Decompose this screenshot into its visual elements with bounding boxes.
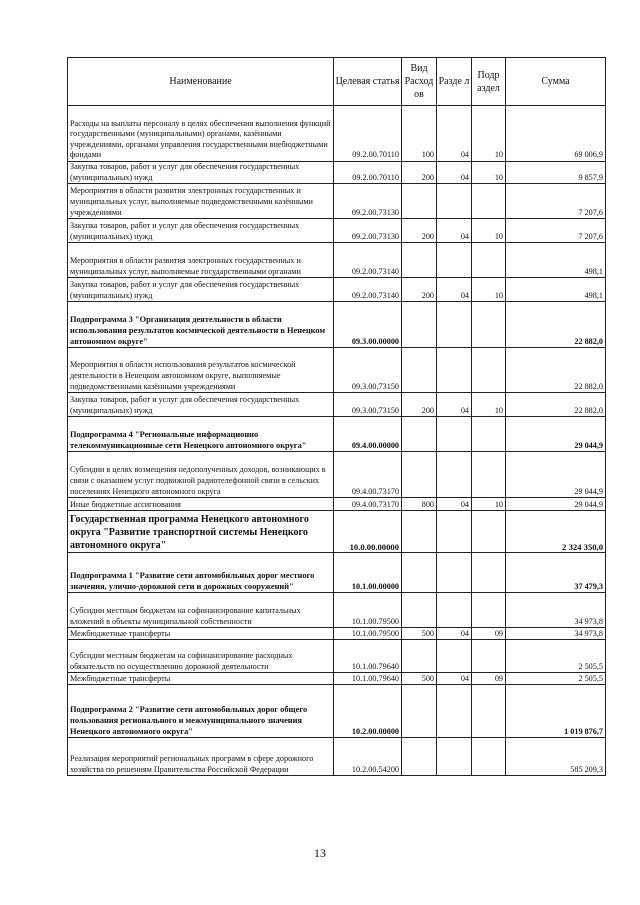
header-sum: Сумма — [506, 58, 606, 106]
page-number: 13 — [314, 846, 326, 860]
row-podrazdel: 10 — [472, 278, 506, 302]
row-name: Мероприятия в области развития электронных государственных и муниципальных услуг, выполняемые подведомственными казёнными учреждениями — [68, 184, 334, 219]
row-target-code: 10.1.00.00000 — [334, 553, 402, 593]
table-row — [68, 393, 606, 417]
row-name: Закупка товаров, работ и услуг для обеспечения государственных (муниципальных) нужд — [68, 219, 334, 243]
row-target-code: 09.3.00.00000 — [334, 302, 402, 348]
row-razdel — [437, 685, 472, 738]
row-vid: 200 — [402, 162, 437, 184]
row-name: Субсидии местным бюджетам на софинансирование расходных обязательств по осуществлению дорожной деятельности — [68, 640, 334, 673]
row-sum: 29 044,9 — [506, 417, 606, 452]
table-row — [68, 553, 606, 593]
row-podrazdel — [472, 640, 506, 673]
row-target-code: 09.2.00.73140 — [334, 278, 402, 302]
row-sum: 7 207,6 — [506, 184, 606, 219]
row-name: Мероприятия в области использования результатов космической деятельности в Ненецком автономном округе, выполняемые подведомственными казёнными учреждениями — [68, 348, 334, 393]
row-vid: 500 — [402, 673, 437, 685]
row-podrazdel — [472, 302, 506, 348]
row-vid: 100 — [402, 106, 437, 162]
row-vid — [402, 511, 437, 553]
row-target-code: 10.1.00.79640 — [334, 673, 402, 685]
row-name: Подпрограмма 1 "Развитие сети автомобильных дорог местного значения, улично-дорожной сети и дорожных сооружений" — [68, 553, 334, 593]
row-target-code: 09.3.00.73150 — [334, 393, 402, 417]
row-razdel: 04 — [437, 162, 472, 184]
row-razdel — [437, 553, 472, 593]
row-target-code: 09.4.00.73170 — [334, 452, 402, 498]
row-target-code: 10.2.00.54200 — [334, 738, 402, 776]
row-podrazdel: 10 — [472, 498, 506, 511]
row-vid — [402, 640, 437, 673]
row-podrazdel — [472, 738, 506, 776]
row-sum: 37 479,3 — [506, 553, 606, 593]
row-razdel: 04 — [437, 628, 472, 640]
row-sum: 498,1 — [506, 278, 606, 302]
row-vid — [402, 738, 437, 776]
budget-table — [67, 57, 606, 776]
table-row — [68, 184, 606, 219]
row-podrazdel: 09 — [472, 628, 506, 640]
row-name: Мероприятия в области развития электронных государственных и муниципальных услуг, выполняемые государственными органами — [68, 243, 334, 278]
table-row — [68, 452, 606, 498]
table-row — [68, 162, 606, 184]
row-vid — [402, 302, 437, 348]
table-body — [68, 106, 606, 776]
row-sum: 34 973,8 — [506, 628, 606, 640]
row-vid: 200 — [402, 278, 437, 302]
row-name: Подпрограмма 4 "Региональные информационно телекоммуникационные сети Ненецкого автономного округа" — [68, 417, 334, 452]
row-razdel — [437, 738, 472, 776]
row-sum: 1 019 876,7 — [506, 685, 606, 738]
table-row — [68, 243, 606, 278]
row-razdel — [437, 452, 472, 498]
row-podrazdel: 09 — [472, 673, 506, 685]
row-razdel: 04 — [437, 219, 472, 243]
table-row — [68, 348, 606, 393]
row-podrazdel — [472, 685, 506, 738]
table-row — [68, 628, 606, 640]
row-vid — [402, 553, 437, 593]
row-target-code: 10.0.00.00000 — [334, 511, 402, 553]
row-name: Расходы на выплаты персоналу в целях обеспечения выполнения функций государственными (муниципальными) органами, казёнными учреждениями, органами управления государственными внебюджетными фондами — [68, 106, 334, 162]
row-razdel: 04 — [437, 106, 472, 162]
row-razdel — [437, 184, 472, 219]
header-vid: Вид Расход ов — [402, 58, 437, 106]
row-target-code: 09.2.00.73130 — [334, 219, 402, 243]
header-podrazdel: Подр аздел — [472, 58, 506, 106]
table-row — [68, 685, 606, 738]
row-vid — [402, 452, 437, 498]
header-name: Наименование — [68, 58, 334, 106]
row-podrazdel — [472, 452, 506, 498]
row-podrazdel — [472, 593, 506, 628]
row-sum: 498,1 — [506, 243, 606, 278]
row-target-code: 09.4.00.73170 — [334, 498, 402, 511]
row-sum: 22 882,0 — [506, 348, 606, 393]
row-podrazdel — [472, 184, 506, 219]
table-row — [68, 278, 606, 302]
row-name: Субсидии местным бюджетам на софинансирование капитальных вложений в объекты муниципальной собственности — [68, 593, 334, 628]
row-vid — [402, 417, 437, 452]
row-podrazdel: 10 — [472, 219, 506, 243]
table-row — [68, 738, 606, 776]
row-vid — [402, 243, 437, 278]
row-vid: 500 — [402, 628, 437, 640]
table-row — [68, 219, 606, 243]
table-header-row — [68, 58, 606, 106]
table-row — [68, 498, 606, 511]
row-podrazdel — [472, 553, 506, 593]
row-name: Закупка товаров, работ и услуг для обеспечения государственных (муниципальных) нужд — [68, 393, 334, 417]
row-target-code: 09.2.00.73130 — [334, 184, 402, 219]
row-target-code: 10.1.00.79500 — [334, 593, 402, 628]
row-name: Иные бюджетные ассигнования — [68, 498, 334, 511]
row-name: Закупка товаров, работ и услуг для обеспечения государственных (муниципальных) нужд — [68, 162, 334, 184]
table-row — [68, 417, 606, 452]
row-sum: 2 505,5 — [506, 673, 606, 685]
table-row — [68, 302, 606, 348]
row-podrazdel — [472, 417, 506, 452]
row-target-code: 09.2.00.70110 — [334, 106, 402, 162]
row-razdel — [437, 302, 472, 348]
row-podrazdel: 10 — [472, 393, 506, 417]
row-vid — [402, 593, 437, 628]
row-razdel: 04 — [437, 278, 472, 302]
row-sum: 2 324 350,0 — [506, 511, 606, 553]
row-sum: 34 973,8 — [506, 593, 606, 628]
row-name: Подпрограмма 3 "Организация деятельности в области использования результатов космической деятельности в Ненецком автономном округе" — [68, 302, 334, 348]
row-vid: 200 — [402, 393, 437, 417]
row-podrazdel — [472, 243, 506, 278]
row-vid: 800 — [402, 498, 437, 511]
row-sum: 69 006,9 — [506, 106, 606, 162]
row-razdel — [437, 640, 472, 673]
row-razdel — [437, 511, 472, 553]
row-sum: 2 505,5 — [506, 640, 606, 673]
row-name: Межбюджетные трансферты — [68, 673, 334, 685]
row-razdel — [437, 593, 472, 628]
header-target: Целевая статья — [334, 58, 402, 106]
row-target-code: 10.1.00.79640 — [334, 640, 402, 673]
table-row — [68, 640, 606, 673]
row-podrazdel: 10 — [472, 162, 506, 184]
row-target-code: 09.3.00.73150 — [334, 348, 402, 393]
row-vid: 200 — [402, 219, 437, 243]
row-sum: 22 882,0 — [506, 302, 606, 348]
row-sum: 29 044,9 — [506, 498, 606, 511]
row-podrazdel: 10 — [472, 106, 506, 162]
row-name: Подпрограмма 2 "Развитие сети автомобильных дорог общего пользования регионального и межмуниципального значения Ненецкого автономного округа" — [68, 685, 334, 738]
table-row — [68, 593, 606, 628]
row-sum: 585 209,3 — [506, 738, 606, 776]
row-name: Субсидии в целях возмещения недополученных доходов, возникающих в связи с оказанием услуг подвижной радиотелефонной связи в сельских поселениях Ненецкого автономного округа — [68, 452, 334, 498]
row-name: Реализация мероприятий региональных программ в сфере дорожного хозяйства по решениям Правительства Российской Федерации — [68, 738, 334, 776]
row-name: Межбюджетные трансферты — [68, 628, 334, 640]
row-target-code: 10.2.00.00000 — [334, 685, 402, 738]
row-razdel: 04 — [437, 673, 472, 685]
table-row — [68, 106, 606, 162]
row-sum: 7 207,6 — [506, 219, 606, 243]
row-razdel: 04 — [437, 498, 472, 511]
row-vid — [402, 184, 437, 219]
row-name: Государственная программа Ненецкого автономного округа "Развитие транспортной системы Ненецкого автономного округа" — [68, 511, 334, 553]
row-razdel — [437, 348, 472, 393]
row-sum: 22 882,0 — [506, 393, 606, 417]
row-razdel — [437, 417, 472, 452]
row-razdel — [437, 243, 472, 278]
row-vid — [402, 685, 437, 738]
row-target-code: 09.2.00.70110 — [334, 162, 402, 184]
row-name: Закупка товаров, работ и услуг для обеспечения государственных (муниципальных) нужд — [68, 278, 334, 302]
row-vid — [402, 348, 437, 393]
row-razdel: 04 — [437, 393, 472, 417]
table-row — [68, 673, 606, 685]
row-podrazdel — [472, 511, 506, 553]
row-sum: 9 857,9 — [506, 162, 606, 184]
row-sum: 29 044,9 — [506, 452, 606, 498]
row-target-code: 10.1.00.79500 — [334, 628, 402, 640]
row-target-code: 09.2.00.73140 — [334, 243, 402, 278]
table-row — [68, 511, 606, 553]
header-razdel: Разде л — [437, 58, 472, 106]
row-podrazdel — [472, 348, 506, 393]
row-target-code: 09.4.00.00000 — [334, 417, 402, 452]
